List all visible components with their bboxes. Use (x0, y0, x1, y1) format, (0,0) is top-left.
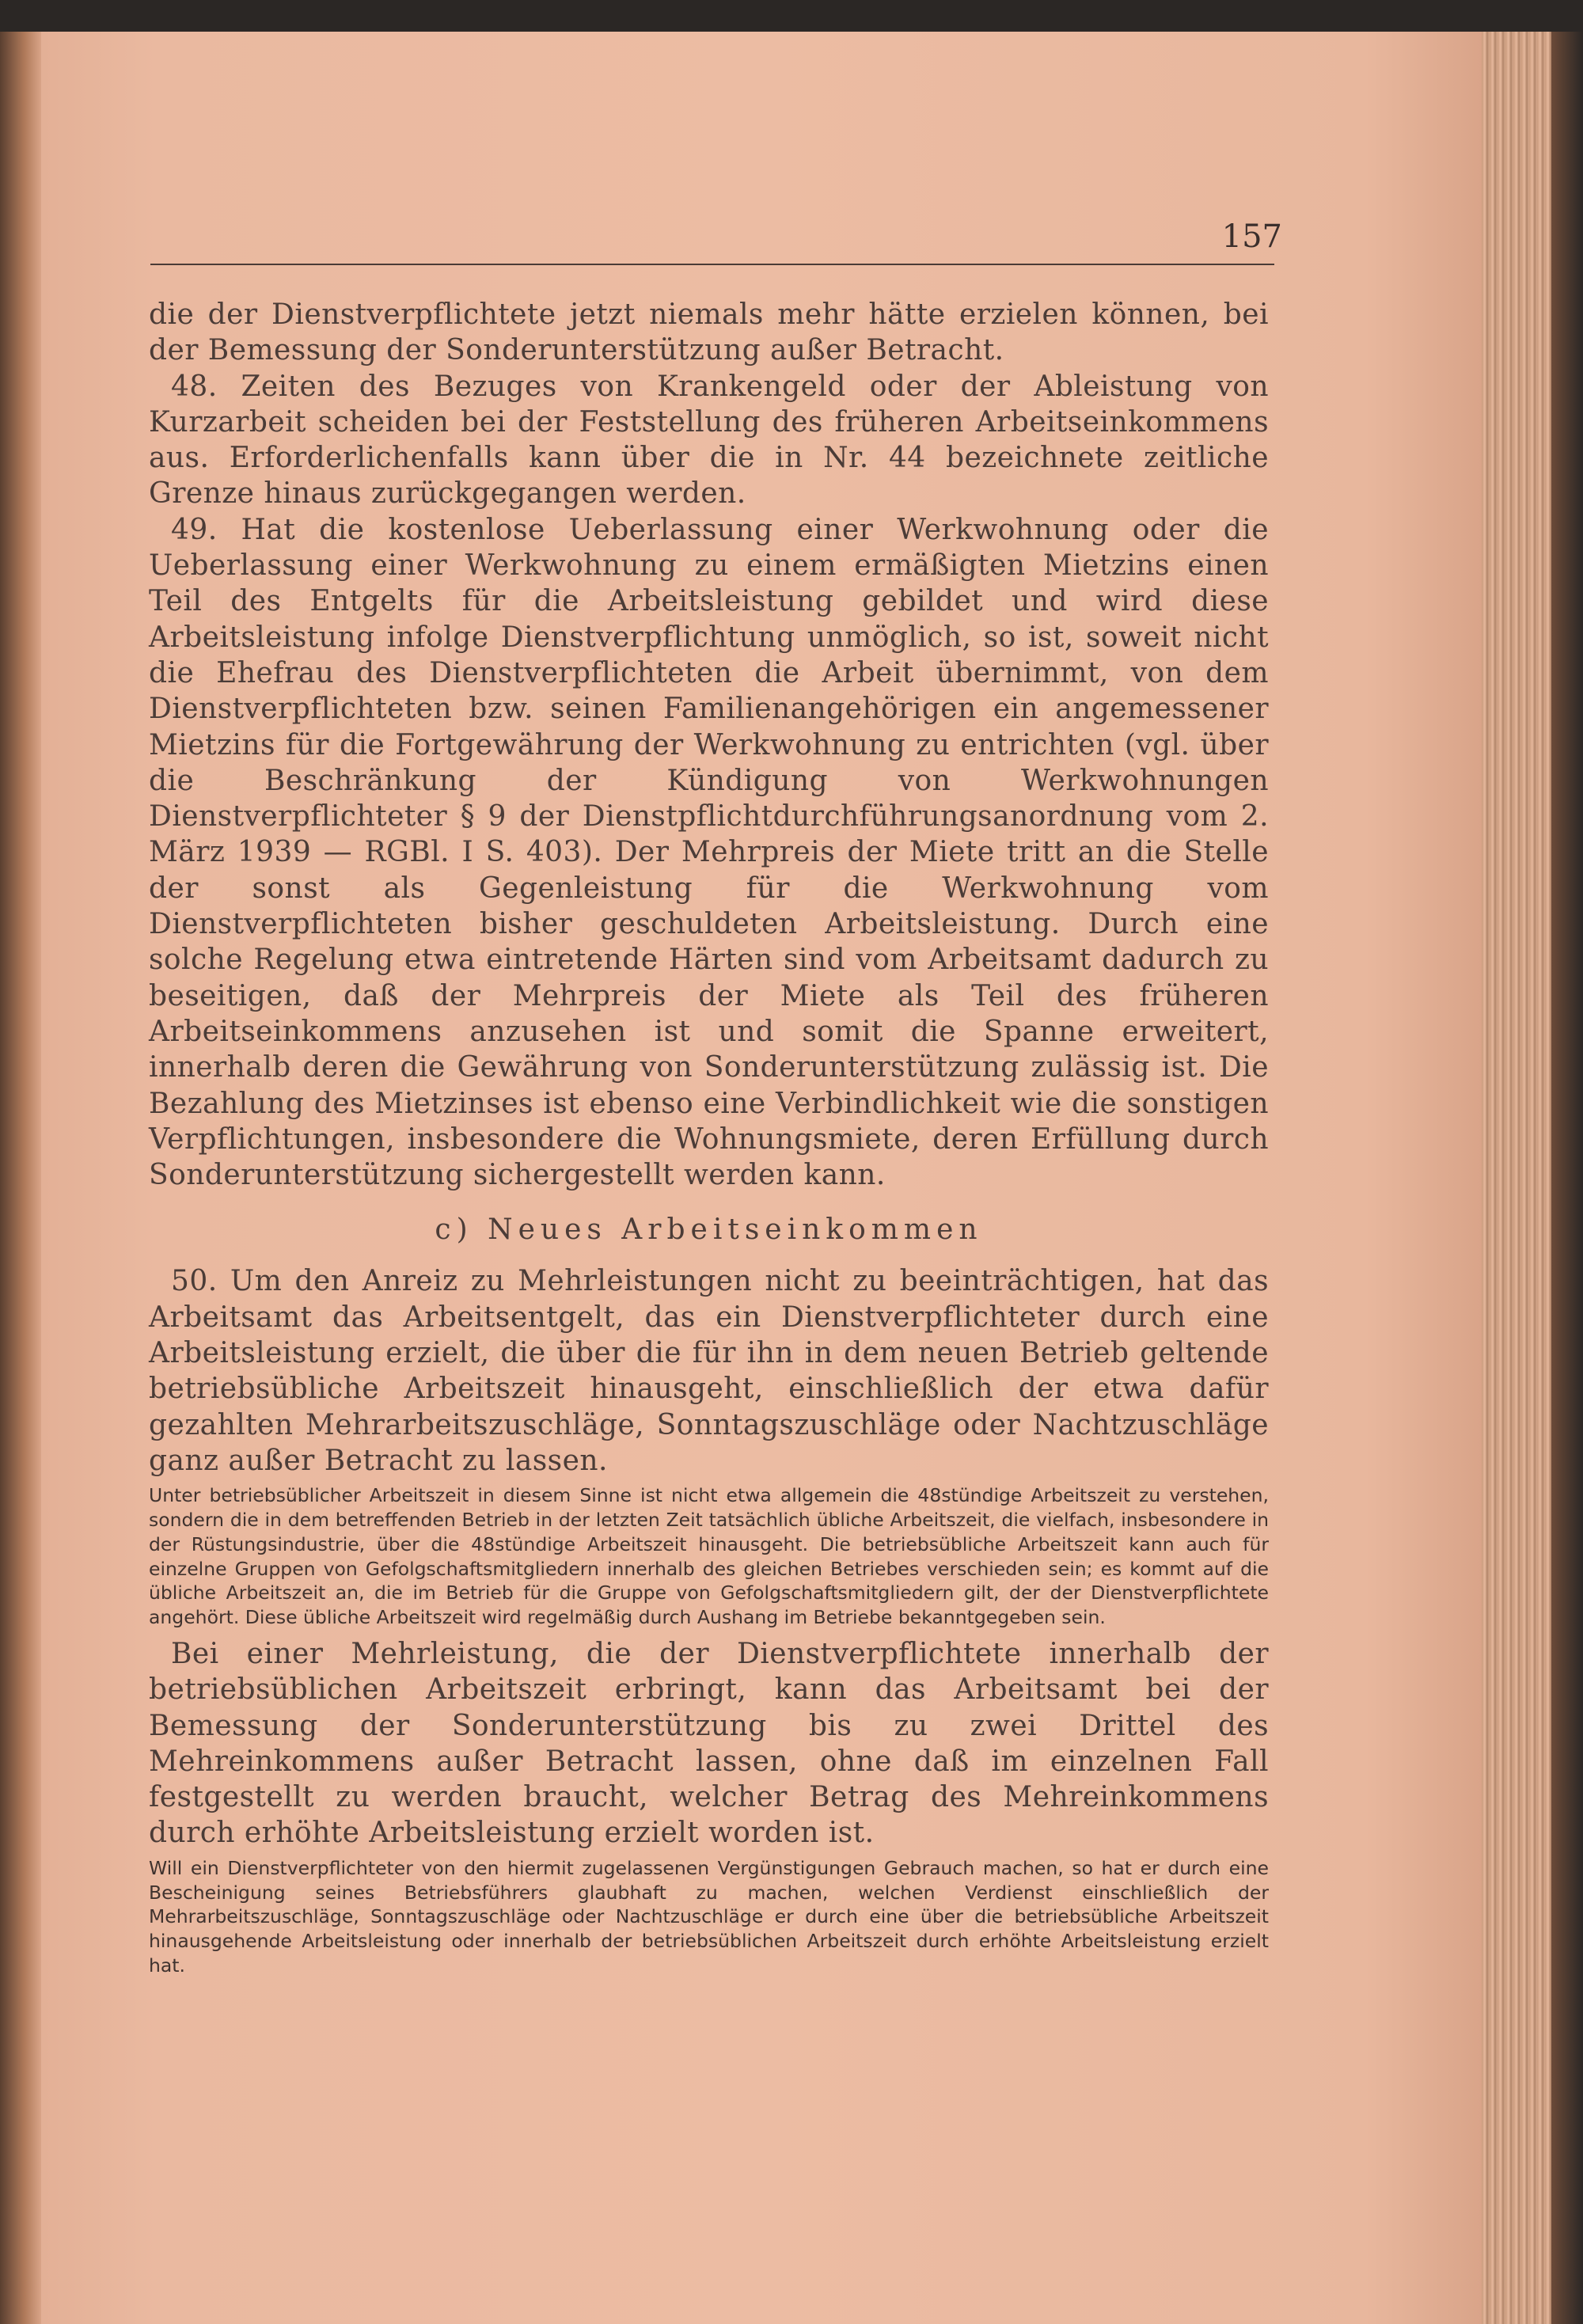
footnote-betriebsuebliche-arbeitszeit: Unter betriebsüblicher Arbeitszeit in diesem Sinne ist nicht etwa allgemein die 48stündige Arbeitszeit zu verstehen, sondern die in dem betreffenden Betrieb in der letzten Zeit tatsächlich übliche Arbeitszeit, die vielfach, insbesondere in der Rüstungsindustrie, über die 48stündige Arbeitszeit hinausgeht. Die betriebsübliche Arbeitszeit kann auch für einzelne Gruppen von Gefolgschaftsmitgliedern innerhalb des gleichen Betriebes verschieden sein; es kommt auf die übliche Arbeitszeit an, die im Betrieb für die Gruppe von Gefolgschaftsmitgliedern gilt, der der Dienstverpflichtete angehört. Diese übliche Arbeitszeit wird regelmäßig durch Aushang im Betriebe bekanntgegeben sein. (149, 1484, 1269, 1629)
paragraph-50: 50. Um den Anreiz zu Mehrleistungen nicht zu beeinträchtigen, hat das Arbeitsamt das Arbeitsentgelt, das ein Dienstverpflichteter durch eine Arbeitsleistung erzielt, die über die für ihn in dem neuen Betrieb geltende betriebsübliche Arbeitszeit hinausgeht, einschließlich der etwa dafür gezahlten Mehrarbeitszuschläge, Sonntagszuschläge oder Nachtzuschläge ganz außer Betracht zu lassen. (149, 1265, 1269, 1477)
section-heading: c) Neues Arbeitseinkommen (435, 1213, 983, 1247)
page-number: 157 (1221, 218, 1282, 255)
page-stack-edge (1482, 32, 1583, 2324)
paragraph-48: 48. Zeiten des Bezuges von Krankengeld oder der Ableistung von Kurzarbeit scheiden bei der Feststellung des früheren Arbeitseinkommens aus. Erforderlichenfalls kann über die in Nr. 44 bezeichnete zeitliche Grenze hinaus zurückgegangen werden. (149, 370, 1269, 511)
footnote-bescheinigung: Will ein Dienstverpflichteter von den hiermit zugelassenen Vergünstigungen Gebrauch machen, so hat er durch eine Bescheinigung seines Betriebsführers glaubhaft zu machen, welchen Verdienst einschließlich der Mehrarbeitszuschläge, Sonntagszuschläge oder Nachtzuschläge er durch eine über die betriebsübliche Arbeitszeit hinausgehende Arbeitsleistung oder innerhalb der betriebsüblichen Arbeitszeit durch erhöhte Arbeitsleistung erzielt hat. (149, 1856, 1269, 1977)
header-rule (150, 264, 1274, 265)
page-text (149, 297, 1269, 1984)
paragraph-mehrleistung: Bei einer Mehrleistung, die der Dienstverpflichtete innerhalb der betriebsüblichen Arbeitszeit erbringt, kann das Arbeitsamt bei der Bemessung der Sonderunterstützung bis zu zwei Drittel des Mehreinkommens außer Betracht lassen, ohne daß im einzelnen Fall festgestellt zu werden braucht, welcher Betrag des Mehreinkommens durch erhöhte Arbeitsleistung erzielt worden ist. (149, 1637, 1269, 1850)
paragraph-continuation: die der Dienstverpflichtete jetzt niemals mehr hätte erzielen können, bei der Bemessung der Sonderunterstützung außer Betracht. (149, 298, 1269, 367)
paragraph-49: 49. Hat die kostenlose Ueberlassung einer Werkwohnung oder die Ueberlassung einer Werkwohnung zu einem ermäßigten Mietzins einen Teil des Entgelts für die Arbeitsleistung gebildet und wird diese Arbeitsleistung infolge Dienstverpflichtung unmöglich, so ist, soweit nicht die Ehefrau des Dienstverpflichteten die Arbeit übernimmt, von dem Dienstverpflichteten bzw. seinen Familienangehörigen ein angemessener Mietzins für die Fortgewährung der Werkwohnung zu entrichten (vgl. über die Beschränkung der Kündigung von Werkwohnungen Dienstverpflichteter § 9 der Dienstpflichtdurchführungsanordnung vom 2. März 1939 — RGBl. I S. 403). Der Mehrpreis der Miete tritt an die Stelle der sonst als Gegenleistung für die Werkwohnung vom Dienstverpflichteten bisher geschuldeten Arbeitsleistung. Durch eine solche Regelung etwa eintretende Härten sind vom Arbeitsamt dadurch zu beseitigen, daß der Mehrpreis der Miete als Teil des früheren Arbeitseinkommens anzusehen ist und somit die Spanne erweitert, innerhalb deren die Gewährung von Sonderunterstützung zulässig ist. Die Bezahlung des Mietzinses ist ebenso eine Verbindlichkeit wie die sonstigen Verpflichtungen, insbesondere die Wohnungsmiete, deren Erfüllung durch Sonderunterstützung sichergestellt werden kann. (149, 513, 1269, 1192)
facing-page-edge (0, 32, 41, 2324)
